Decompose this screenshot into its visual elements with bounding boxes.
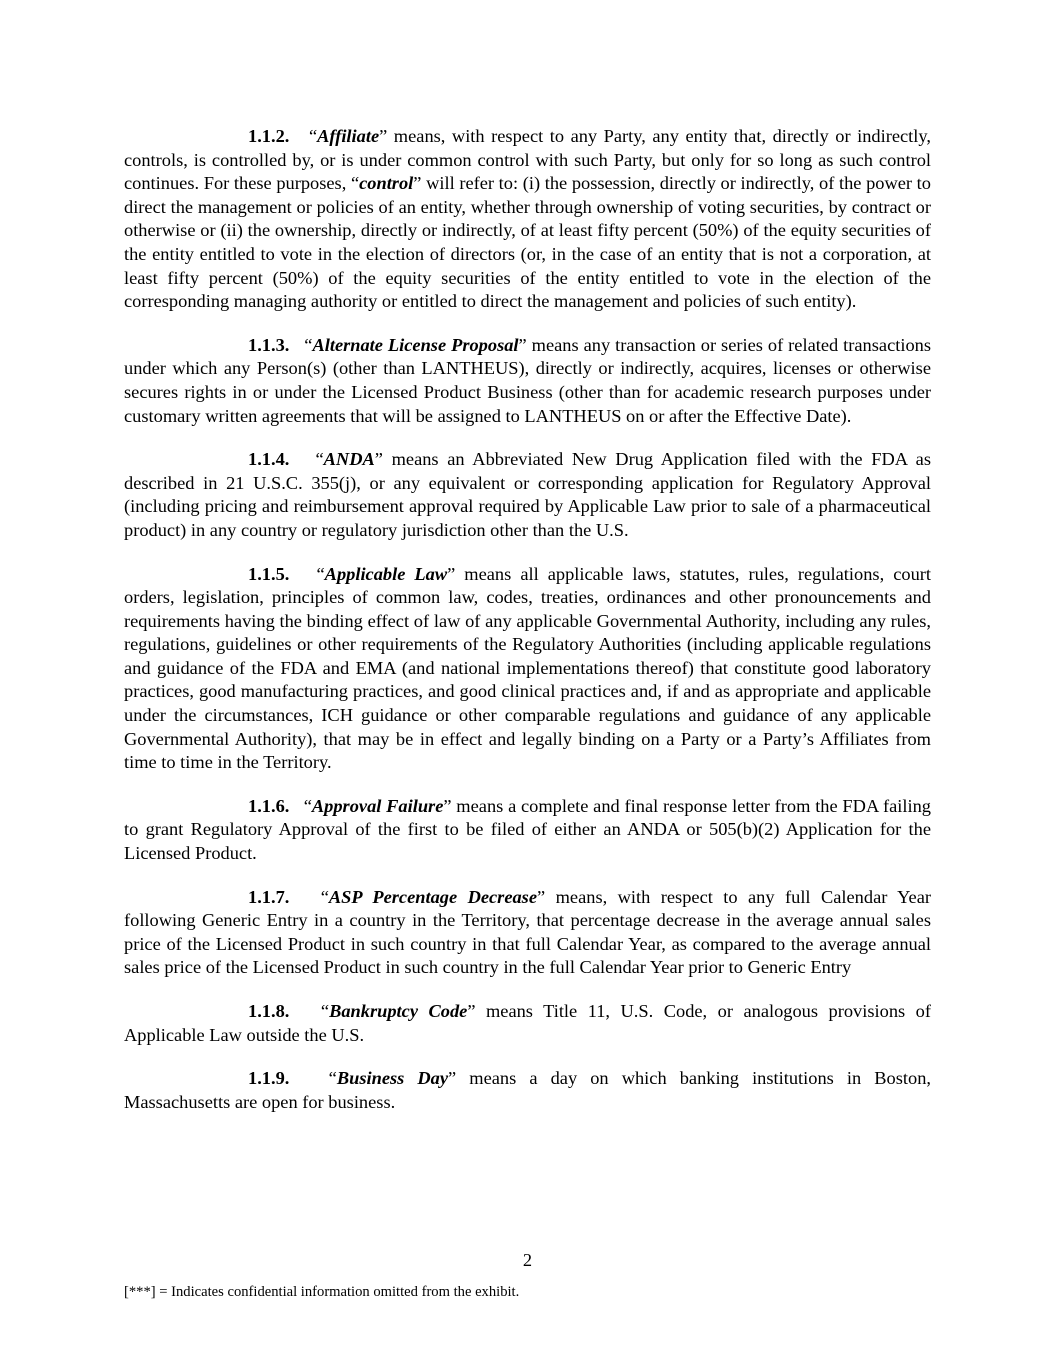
quote-open: “	[303, 795, 312, 816]
quote-open: “	[328, 1068, 337, 1089]
definition-text: ” means all applicable laws, statutes, rules, regulations, court orders, legislation, principles of common law, codes, treaties, ordinances and other pronouncements and requirements having the binding effect of law of any applicable Governmental Authority, including any rules, regulations, guidelines or other requirements of the Regulatory Authorities (including applicable regulations and guidance of the FDA and EMA (and national implementations thereof) that constitute good laboratory practices, good manufacturing practices, and good clinical practices and, if and as appropriate and applicable under the circumstances, ICH guidance or other comparable regulations and guidance of any applicable Governmental Authority), that may be in effect and legally binding on a Party or a Party’s Affiliates from time to time in the Territory.	[124, 563, 931, 773]
definition-text: ” means Title 11, U.S. Code, or analogous provisions of Applicable Law outside the U.S.	[124, 1001, 931, 1045]
definition-text: ” means a complete and final response letter from the FDA failing to grant Regulatory Approval of the first to be filed of either an ANDA or 505(b)(2) Application for the Licensed Product.	[124, 795, 931, 864]
defined-term: Bankruptcy Code	[329, 1001, 468, 1021]
definition-text: ” means a day on which banking institutions in Boston, Massachusetts are open for business.	[124, 1068, 932, 1112]
section-number: 1.1.6.	[248, 795, 290, 816]
quote-open: “	[320, 886, 329, 907]
section-number: 1.1.9.	[248, 1068, 290, 1089]
section-number: 1.1.2.	[248, 126, 290, 146]
definition-text: ” means, with respect to any Party, any entity that, directly or indirectly, controls, is controlled by, or is under common control with such Party, but only for so long as such control continues. For these purposes, “	[124, 126, 931, 194]
definition-text: ” means, with respect to any full Calendar Year following Generic Entry in a country in the Territory, that percentage decrease in the average annual sales price of the Licensed Product in such country in that full Calendar Year, as compared to the average annual sales price of the Licensed Product in such country in the full Calendar Year prior to Generic Entry	[124, 886, 932, 978]
defined-term: Approval Failure	[311, 795, 444, 816]
section-number: 1.1.7.	[248, 886, 290, 907]
definition-1-1-6	[124, 795, 931, 866]
definition-text: ” means an Abbreviated New Drug Application filed with the FDA as described in 21 U.S.C. 355(j), or any equivalent or corresponding application for Regulatory Approval (including pricing and reimbursement approval required by Applicable Law prior to sale of a pharmaceutical product) in any country or regulatory jurisdiction other than the U.S.	[124, 449, 932, 540]
definition-1-1-5	[124, 563, 931, 775]
definition-1-1-8	[124, 1000, 931, 1047]
section-number: 1.1.3.	[248, 334, 290, 355]
section-number: 1.1.4.	[248, 449, 290, 470]
defined-term: control	[359, 173, 414, 194]
definition-text: ” will refer to: (i) the possession, directly or indirectly, of the power to direct the management or policies of an entity, whether through ownership of voting securities, by contract or otherwise or (ii) the ownership, directly or indirectly, of at least fifty percent (50%) of the equity securities of the entity entitled to vote in the election of directors (or, in the case of an entity that is not a corporation, at least fifty percent (50%) of the equity securities of the entity entitled to vote in the election of the corresponding managing authority or entitled to direct the management and policies of such entity).	[124, 173, 931, 312]
confidentiality-footnote: [***] = Indicates confidential information omitted from the exhibit.	[124, 1284, 520, 1300]
definition-1-1-7	[124, 886, 931, 980]
section-number: 1.1.8.	[248, 1001, 290, 1021]
definition-1-1-3	[124, 334, 931, 428]
quote-open: “	[308, 126, 318, 146]
defined-term: Affiliate	[317, 126, 380, 146]
definition-1-1-2	[124, 125, 931, 314]
page-number: 2	[522, 1250, 533, 1270]
document-body	[124, 125, 931, 1134]
defined-term: ASP Percentage Decrease	[328, 886, 538, 907]
definition-1-1-9	[124, 1067, 931, 1114]
defined-term: Applicable Law	[324, 563, 448, 584]
quote-open: “	[304, 334, 313, 355]
section-number: 1.1.5.	[248, 563, 290, 584]
defined-term: Alternate License Proposal	[312, 334, 519, 355]
definition-1-1-4	[124, 448, 931, 542]
definition-text: ” means any transaction or series of related transactions under which any Person(s) (other than LANTHEUS), directly or indirectly, acquires, licenses or otherwise secures rights in or under the Licensed Product Business (other than for academic research purposes under customary written agreements that will be assigned to LANTHEUS on or after the Effective Date).	[124, 334, 932, 426]
quote-open: “	[320, 1001, 330, 1021]
defined-term: ANDA	[323, 449, 375, 470]
quote-open: “	[315, 449, 324, 470]
defined-term: Business Day	[336, 1068, 449, 1089]
quote-open: “	[316, 563, 325, 584]
